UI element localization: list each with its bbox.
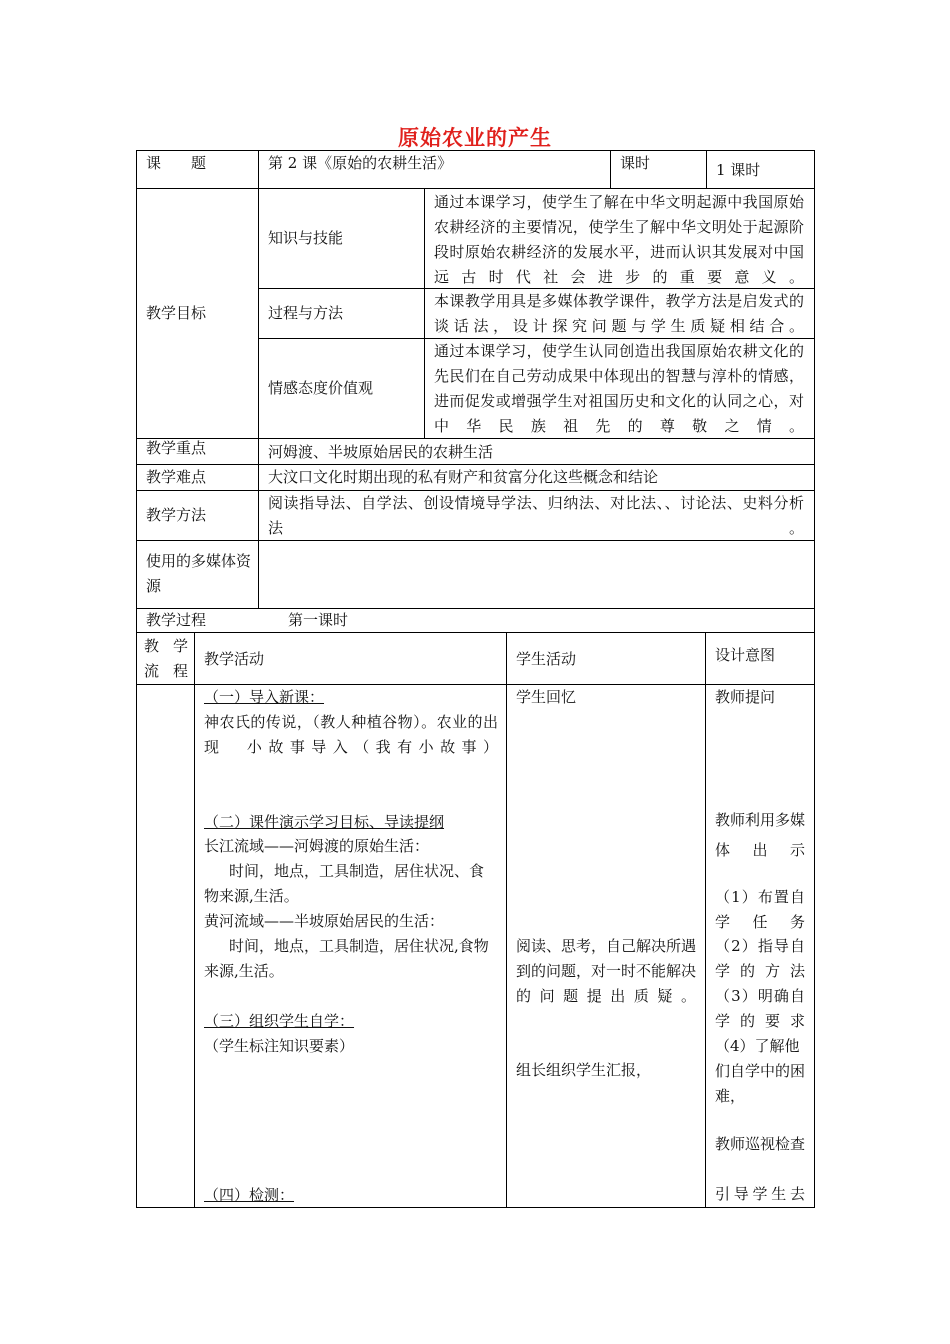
topic-value: 第 2 课《原始的农耕生活》 xyxy=(268,154,453,172)
key-point-label: 教学重点 xyxy=(146,439,207,457)
teacher-s2-line4: 时间，地点，工具制造，居住状况,食物来源,生活。 xyxy=(204,937,489,980)
intent-i8: 引导学生去 xyxy=(715,1185,805,1203)
methods-value: 阅读指导法、自学法、创设情境导学法、归纳法、对比法、、讨论法、史料分析法。 xyxy=(268,494,804,537)
key-point-value: 河姆渡、半坡原始居民的农耕生活 xyxy=(268,443,494,461)
teacher-s3-title: （三）组织学生自学： xyxy=(204,1012,355,1030)
lesson-plan-table xyxy=(136,150,815,1208)
process-row-value: 第一课时 xyxy=(288,611,349,629)
intent-i4: （2）指导自学的方法 xyxy=(715,937,805,980)
period-label: 课时 xyxy=(620,154,651,172)
intent-i1: 教师提问 xyxy=(715,688,776,706)
period-value: 1 课时 xyxy=(716,161,761,179)
emotion-text: 通过本课学习，使学生认同创造出我国原始农耕文化的先民们在自己劳动成果中体现出的智慧与淳朴的情感，进而促发或增强学生对祖国历史和文化的认同之心，对中华民族祖先的尊敬之情。 xyxy=(434,342,804,435)
teacher-s2-line3: 黄河流域——半坡原始居民的生活： xyxy=(204,912,445,930)
process-text: 本课教学用具是多媒体教学课件，教学方法是启发式的谈话法，设计探究问题与学生质疑相结合。 xyxy=(434,292,804,335)
knowledge-label: 知识与技能 xyxy=(268,229,344,247)
teacher-s1-body: 神农氏的传说，（教人种植谷物）。农业的出现 小故事导入（我有小故事） xyxy=(204,713,498,756)
student-a3: 组长组织学生汇报， xyxy=(516,1061,652,1079)
difficulty-label: 教学难点 xyxy=(146,468,207,486)
intent-i7: 教师巡视检查 xyxy=(715,1135,806,1153)
intent-i5: （3）明确自学的要求 xyxy=(715,987,805,1030)
intent-i6: （4）了解他们自学中的困难， xyxy=(715,1037,806,1105)
teacher-s2-title: （二）课件演示学习目标、导读提纲 xyxy=(204,813,445,831)
document-title: 原始农业的产生 xyxy=(398,126,552,150)
teacher-s2-line1: 长江流域——河姆渡的原始生活： xyxy=(204,837,430,855)
teacher-s1-title: （一）导入新课： xyxy=(204,688,325,706)
flow-header-student: 学生活动 xyxy=(516,650,577,668)
intent-i3: （1）布置自学任务 xyxy=(715,888,805,931)
topic-label: 课 题 xyxy=(146,154,207,172)
teacher-s4-title: （四）检测： xyxy=(204,1186,295,1204)
intent-i2: 教师利用多媒体出示 xyxy=(715,811,806,859)
teacher-s3-body: （学生标注知识要素） xyxy=(204,1037,355,1055)
emotion-label: 情感态度价值观 xyxy=(268,379,374,397)
difficulty-value: 大汶口文化时期出现的私有财产和贫富分化这些概念和结论 xyxy=(268,468,659,486)
media-label: 使用的多媒体资源 xyxy=(146,552,252,595)
flow-header-intent: 设计意图 xyxy=(715,646,776,664)
student-a2: 阅读、思考，自己解决所遇到的问题，对一时不能解决的问题提出质疑。 xyxy=(516,937,697,1005)
flow-header-teacher: 教学活动 xyxy=(204,650,265,668)
process-row-label: 教学过程 xyxy=(146,611,207,629)
methods-label: 教学方法 xyxy=(146,506,207,524)
teacher-s2-line2: 时间，地点，工具制造，居住状况、食物来源,生活。 xyxy=(204,862,485,905)
student-a1: 学生回忆 xyxy=(516,688,577,706)
goals-label: 教学目标 xyxy=(146,304,207,322)
knowledge-text: 通过本课学习，使学生了解在中华文明起源中我国原始农耕经济的主要情况，使学生了解中华文明处于起源阶段时原始农耕经济的发展水平，进而认识其发展对中国远古时代社会进步的重要意义。 xyxy=(434,193,804,286)
flow-header-flow: 教 学 流程 xyxy=(144,637,188,680)
process-label: 过程与方法 xyxy=(268,304,344,322)
